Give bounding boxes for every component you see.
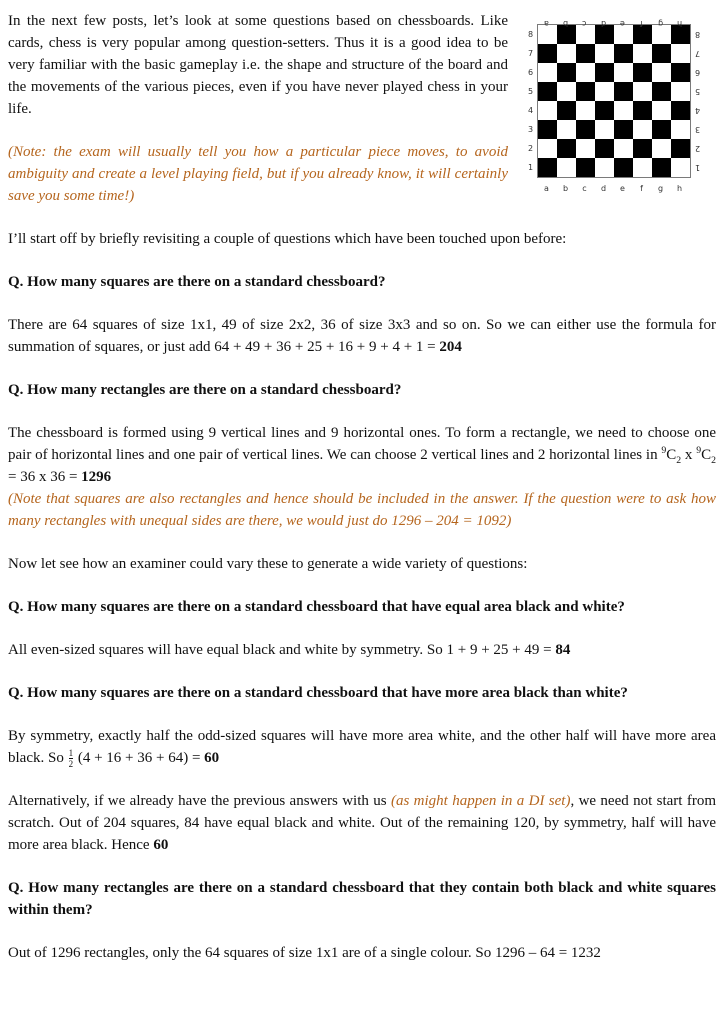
board-square (595, 120, 614, 139)
board-ranks-left (524, 25, 537, 177)
board-square (671, 139, 690, 158)
board-square (614, 63, 633, 82)
board-coordinate-label: 3 (694, 125, 701, 135)
board-square (576, 82, 595, 101)
fraction: $\frac{1}{2}$ (68, 747, 74, 770)
board-coordinate-label: 5 (527, 86, 534, 96)
board-square (652, 101, 671, 120)
board-square (671, 63, 690, 82)
board-coordinate-label: a (544, 19, 549, 28)
board-square (538, 63, 557, 82)
board-square (595, 63, 614, 82)
board-coordinate-label: d (600, 19, 607, 28)
board-square (557, 63, 576, 82)
board-square (671, 44, 690, 63)
board-coordinate-label: a (544, 184, 549, 193)
question-heading (8, 271, 716, 293)
board-square (538, 44, 557, 63)
board-square (652, 158, 671, 177)
text-run: x (681, 447, 697, 463)
text-run: (Note: the exam will usually tell you how a particular piece moves, to avoid ambiguity and create a level playing field, but if you already know, it will certainly save you some time!) (8, 144, 508, 204)
paragraph (8, 228, 716, 250)
board-square (652, 44, 671, 63)
board-coordinate-label: b (562, 19, 569, 28)
paragraph (8, 422, 716, 488)
board-coordinate-label: e (620, 19, 625, 28)
board-square (652, 82, 671, 101)
board-square (576, 120, 595, 139)
board-coordinate-label: 4 (527, 105, 534, 115)
board-coordinate-label: 1 (694, 163, 701, 173)
question-heading (8, 379, 716, 401)
board-square (557, 120, 576, 139)
board-coordinate-label: f (640, 19, 643, 28)
text-run: Q. How many rectangles are there on a standard chessboard that they contain both black and white squares within them? (8, 880, 716, 919)
text-run: All even-sized squares will have equal black and white by symmetry. So 1 + 9 + 25 + 49 = (8, 642, 556, 658)
question-heading (8, 682, 716, 704)
text-run: 2 (711, 455, 716, 466)
text-run: There are 64 squares of size 1x1, 49 of size 2x2, 36 of size 3x3 and so on. So we can either use the formula for summation of squares, or just add 64 + 49 + 36 + 25 + 16 + 9 + 4 + 1 = (8, 317, 716, 355)
board-coordinate-label: 7 (694, 49, 701, 59)
board-square (671, 120, 690, 139)
text-run: (as might happen in a DI set) (390, 793, 571, 810)
board-coordinate-label: c (582, 19, 587, 28)
text-run: Now let see how an examiner could vary these to generate a wide variety of questions: (8, 556, 528, 572)
board-coordinate-label: 5 (694, 87, 701, 97)
question-heading (8, 877, 716, 921)
board-square (576, 63, 595, 82)
board-square (614, 82, 633, 101)
paragraph (8, 942, 716, 964)
board-square (538, 101, 557, 120)
board-square (557, 44, 576, 63)
board-ranks-right (691, 25, 704, 177)
text-run: Q. How many rectangles are there on a standard chessboard? (8, 382, 402, 398)
board-square (671, 82, 690, 101)
board-square (576, 101, 595, 120)
text-run: 204 (439, 339, 462, 355)
board-coordinate-label: c (582, 184, 587, 193)
text-run: (4 + 16 + 36 + 64) = (74, 750, 205, 766)
board-square (614, 139, 633, 158)
text-run: The chessboard is formed using 9 vertical lines and 9 horizontal ones. To form a rectangle, we need to choose one pair of horizontal lines and one pair of vertical lines. We can choose 2 vertical lines and 2 horizontal lines in (8, 425, 716, 463)
board-coordinate-label: 3 (527, 124, 534, 134)
board-square (614, 44, 633, 63)
paragraph (8, 639, 716, 661)
paragraph (8, 553, 716, 575)
text-run: Out of 1296 rectangles, only the 64 squares of size 1x1 are of a single colour. So 1296 – 64 = 1232 (8, 945, 601, 962)
paragraph (8, 725, 716, 769)
text-run: = 36 x 36 = (8, 469, 82, 485)
board-square (595, 158, 614, 177)
text-run: C (701, 447, 712, 463)
board-coordinate-label: 2 (694, 144, 701, 154)
board-square (633, 44, 652, 63)
text-run: 9 (696, 445, 702, 456)
text-run: 1296 (81, 469, 112, 485)
board-square (538, 120, 557, 139)
text-run: 2 (676, 455, 682, 466)
text-run: C (666, 447, 677, 463)
board-square (557, 82, 576, 101)
text-run: Q. How many squares are there on a standard chessboard that have more area black than white? (8, 685, 628, 701)
board-coordinate-label: 8 (694, 30, 701, 40)
text-run: Q. How many squares are there on a standard chessboard? (8, 274, 386, 290)
board-square (633, 158, 652, 177)
board-square (652, 120, 671, 139)
board-square (557, 139, 576, 158)
board-square (595, 101, 614, 120)
board-square (595, 44, 614, 63)
board-square (557, 158, 576, 177)
text-run: In the next few posts, let’s look at some questions based on chessboards. Like cards, chess is very popular among question-setters. Thus it is a good idea to be very familiar with the basic gameplay i.e. the shape and structure of the board and the movements of the various pieces, even if you have never played chess in your life. (8, 13, 508, 117)
board-square (633, 139, 652, 158)
board-square (538, 139, 557, 158)
paragraph (8, 314, 716, 358)
board-square (576, 139, 595, 158)
board-coordinate-label: 8 (527, 29, 534, 39)
board-square (538, 158, 557, 177)
board-square (557, 101, 576, 120)
text-run: 84 (555, 642, 571, 658)
board-square (576, 158, 595, 177)
board-files-bottom (537, 178, 704, 193)
board-square (614, 101, 633, 120)
board-square (633, 63, 652, 82)
board-square (633, 82, 652, 101)
text-run: Q. How many squares are there on a standard chessboard that have equal area black and white? (8, 599, 625, 615)
board-square (538, 82, 557, 101)
board-square (633, 101, 652, 120)
board-coordinate-label: h (676, 184, 683, 193)
text-run: Alternatively, if we already have the previous answers with us (8, 793, 391, 810)
board-coordinate-label: 1 (527, 162, 534, 172)
paragraph (8, 790, 716, 856)
text-run: , we need not start from scratch. Out of 204 squares, 84 have equal black and white. Out of the remaining 120, by symmetry, half will have more area black. Hence (8, 793, 716, 854)
board-square (671, 101, 690, 120)
board-square (595, 82, 614, 101)
board-coordinate-label: h (676, 19, 683, 28)
board-coordinate-label: g (657, 19, 664, 28)
text-run: 60 (204, 750, 220, 766)
board-coordinate-label: 6 (694, 68, 701, 78)
board-coordinate-label: f (640, 184, 643, 193)
board-square (614, 120, 633, 139)
text-run: I’ll start off by briefly revisiting a couple of questions which have been touched upon before: (8, 231, 567, 247)
chessboard-image (524, 12, 704, 193)
board-coordinate-label: 6 (527, 67, 534, 77)
board-coordinate-label: d (600, 184, 607, 193)
board-square (671, 158, 690, 177)
question-heading (8, 596, 716, 618)
board-square (652, 63, 671, 82)
board-coordinate-label: 7 (527, 48, 534, 58)
board-coordinate-label: g (657, 184, 664, 193)
note-paragraph (8, 488, 716, 532)
board-square (576, 44, 595, 63)
chessboard-grid (537, 24, 691, 178)
board-coordinate-label: 2 (527, 143, 534, 153)
board-files-top (537, 12, 704, 28)
board-coordinate-label: e (620, 184, 625, 193)
text-run: By symmetry, exactly half the odd-sized squares will have more area white, and the other half will have more area black. So (8, 728, 716, 766)
text-run: (Note that squares are also rectangles and hence should be included in the answer. If the question were to ask how many rectangles with unequal sides are there, we would just do 1296 – 204 = 1092) (8, 491, 716, 529)
board-square (614, 158, 633, 177)
board-square (595, 139, 614, 158)
text-run: 60 (153, 837, 169, 854)
board-coordinate-label: b (562, 184, 569, 193)
text-run: 9 (661, 445, 667, 456)
board-square (652, 139, 671, 158)
board-coordinate-label: 4 (694, 106, 701, 116)
board-square (633, 120, 652, 139)
